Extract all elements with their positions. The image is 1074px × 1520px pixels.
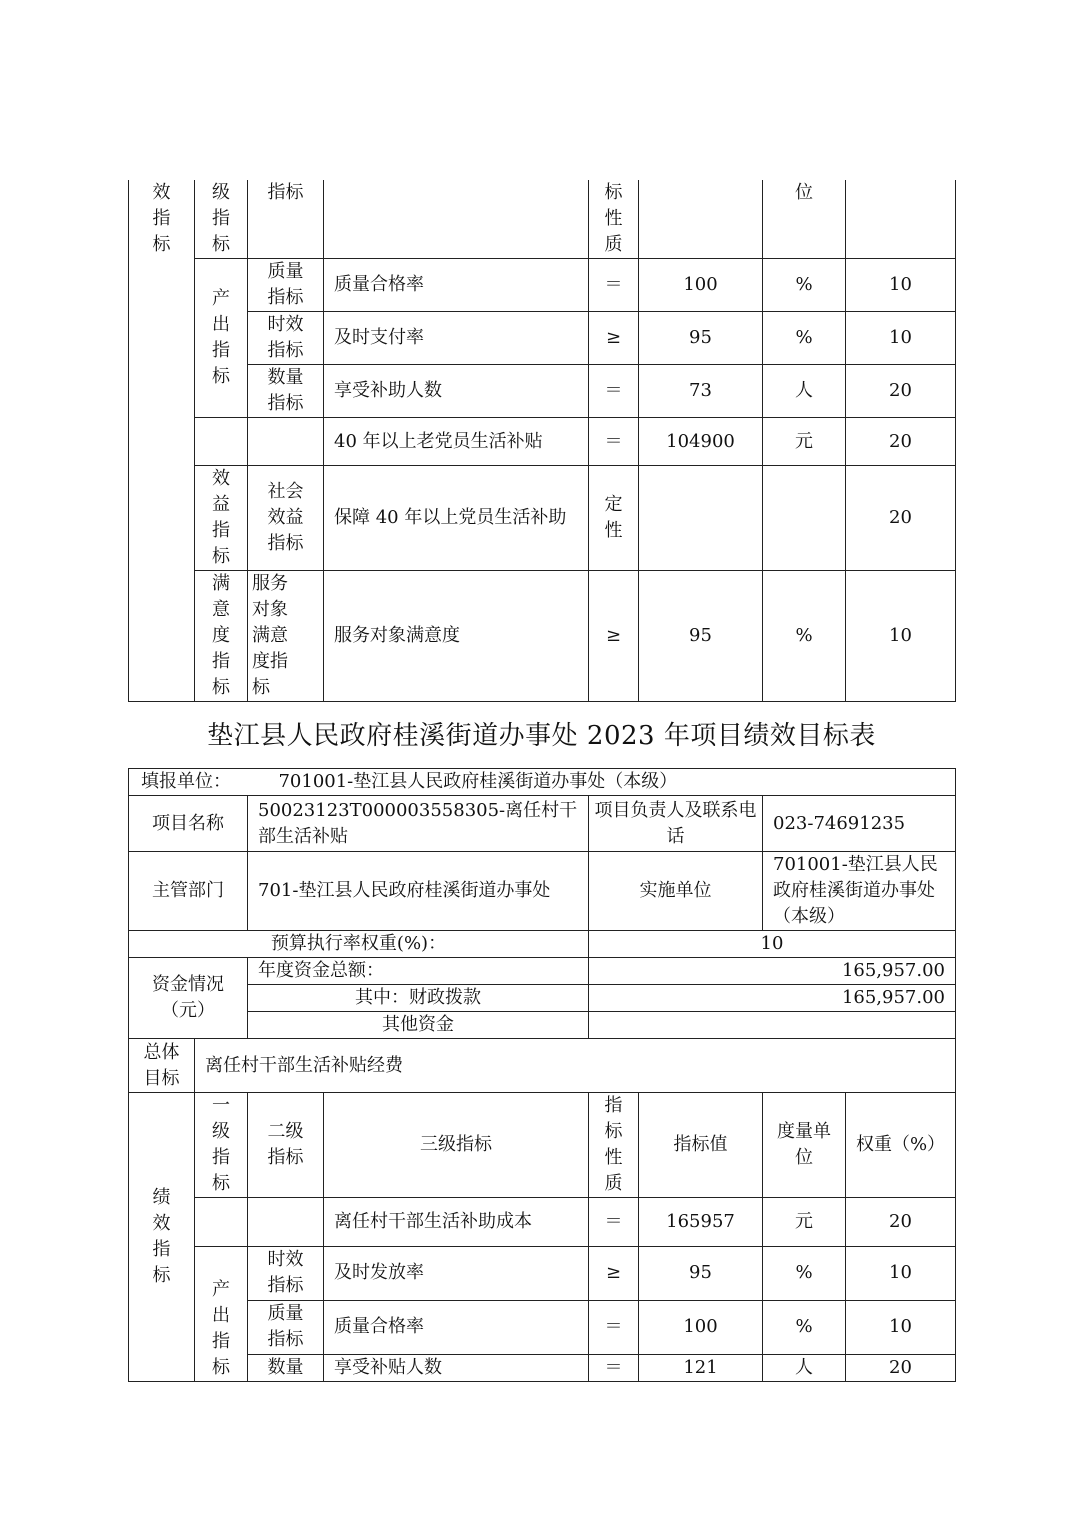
table-cell: 离任村干部生活补助成本 <box>324 1198 589 1247</box>
table-cell: ≥ <box>589 571 639 702</box>
level2-header: 指标 <box>248 180 324 259</box>
value-header: 指标值 <box>639 1093 763 1198</box>
budget-rate-value: 10 <box>589 931 956 958</box>
table-cell: 享受补助人数 <box>324 365 589 418</box>
table-cell: 质量合格率 <box>324 259 589 312</box>
table-cell: 服务对象满意度 <box>324 571 589 702</box>
table-cell: 20 <box>846 365 956 418</box>
table-cell: % <box>763 571 846 702</box>
table-cell: 及时发放率 <box>324 1247 589 1301</box>
funds-label: 资金情况 （元） <box>129 958 248 1039</box>
nature-header: 指 标 性 质 <box>589 1093 639 1198</box>
table-cell: 20 <box>846 418 956 466</box>
table-cell: 服务 对象 满意 度指 标 <box>248 571 324 702</box>
table-cell: 元 <box>763 1198 846 1247</box>
level1-header: 一 级 指 标 <box>195 1093 248 1198</box>
project-name-label: 项目名称 <box>129 796 248 852</box>
table-cell: 10 <box>846 1300 956 1354</box>
table-cell: 质量 指标 <box>248 1300 324 1354</box>
benefit-group-label: 效 益 指 标 <box>195 466 248 571</box>
table-cell: 及时支付率 <box>324 312 589 365</box>
table-cell: ≥ <box>589 312 639 365</box>
level2-header: 二级 指标 <box>248 1093 324 1198</box>
perf-indicator-label: 绩 效 指 标 <box>129 1093 195 1382</box>
table-cell: % <box>763 1300 846 1354</box>
weight-header <box>846 180 956 259</box>
table-cell: 保障 40 年以上党员生活补助 <box>324 466 589 571</box>
table-cell: ＝ <box>589 418 639 466</box>
table-cell: 100 <box>639 259 763 312</box>
table-cell: 104900 <box>639 418 763 466</box>
dept-label: 主管部门 <box>129 852 248 931</box>
table-cell: 定 性 <box>589 466 639 571</box>
impl-label: 实施单位 <box>589 852 763 931</box>
table-cell: 40 年以上老党员生活补贴 <box>324 418 589 466</box>
table-cell: 10 <box>846 312 956 365</box>
table-cell: 数量 <box>248 1354 324 1381</box>
table-cell <box>248 418 324 466</box>
funds-total-label: 年度资金总额： <box>248 958 589 985</box>
table-cell: 社会 效益 指标 <box>248 466 324 571</box>
output-group-label: 产 出 指 标 <box>195 1247 248 1382</box>
contact-label: 项目负责人及联系电话 <box>589 796 763 852</box>
table-cell: % <box>763 312 846 365</box>
funds-total-value: 165,957.00 <box>589 958 956 985</box>
table-cell: 100 <box>639 1300 763 1354</box>
table-cell: 质量 指标 <box>248 259 324 312</box>
table-cell: 20 <box>846 466 956 571</box>
table-cell <box>248 1198 324 1247</box>
funds-other-value <box>589 1012 956 1039</box>
project-performance-table <box>128 768 956 1382</box>
satisfaction-group-label: 满 意 度 指 标 <box>195 571 248 702</box>
table-cell: ＝ <box>589 1354 639 1381</box>
project-name-value: 50023123T000003558305-离任村干部生活补贴 <box>248 796 589 852</box>
level3-header <box>324 180 589 259</box>
table-cell: 95 <box>639 1247 763 1301</box>
table-cell: 质量合格率 <box>324 1300 589 1354</box>
unit-header: 度量单 位 <box>763 1093 846 1198</box>
performance-table-continued <box>128 180 956 702</box>
table-cell: 人 <box>763 1354 846 1381</box>
nature-header: 标 性 质 <box>589 180 639 259</box>
table-cell: 10 <box>846 259 956 312</box>
weight-header: 权重（%） <box>846 1093 956 1198</box>
level3-header: 三级指标 <box>324 1093 589 1198</box>
table-cell: 95 <box>639 571 763 702</box>
table-cell: ＝ <box>589 365 639 418</box>
table-cell: % <box>763 259 846 312</box>
table-cell: ＝ <box>589 1300 639 1354</box>
value-header <box>639 180 763 259</box>
page-title: 垫江县人民政府桂溪街道办事处 2023 年项目绩效目标表 <box>207 721 876 751</box>
table-cell <box>639 466 763 571</box>
table-cell: 121 <box>639 1354 763 1381</box>
table-cell: 数量 指标 <box>248 365 324 418</box>
table-cell: 时效 指标 <box>248 312 324 365</box>
table-cell <box>195 1198 248 1247</box>
table-cell: 95 <box>639 312 763 365</box>
funds-fiscal-value: 165,957.00 <box>589 985 956 1012</box>
table-cell: 时效 指标 <box>248 1247 324 1301</box>
table-cell: 10 <box>846 1247 956 1301</box>
funds-fiscal-label: 其中：财政拨款 <box>248 985 589 1012</box>
table-cell <box>195 418 248 466</box>
unit-header: 位 <box>763 180 846 259</box>
filler-value: 701001-垫江县人民政府桂溪街道办事处（本级） <box>278 771 678 792</box>
table-cell: ≥ <box>589 1247 639 1301</box>
budget-rate-label: 预算执行率权重(%)： <box>129 931 589 958</box>
output-group-label: 产 出 指 标 <box>195 259 248 418</box>
contact-value: 023-74691235 <box>763 796 956 852</box>
impl-value: 701001-垫江县人民政府桂溪街道办事处（本级） <box>763 852 956 931</box>
table-cell: % <box>763 1247 846 1301</box>
goal-value: 离任村干部生活补贴经费 <box>195 1039 956 1093</box>
table-cell <box>763 466 846 571</box>
table-cell: 10 <box>846 571 956 702</box>
table-cell: 人 <box>763 365 846 418</box>
table-cell: ＝ <box>589 1198 639 1247</box>
table-cell: ＝ <box>589 259 639 312</box>
dept-value: 701-垫江县人民政府桂溪街道办事处 <box>248 852 589 931</box>
filler-row <box>129 769 956 796</box>
level1-header: 级 指 标 <box>195 180 248 259</box>
table-cell: 165957 <box>639 1198 763 1247</box>
table-cell: 享受补贴人数 <box>324 1354 589 1381</box>
filler-label: 填报单位： <box>141 771 231 792</box>
perf-indicator-label: 效 指 标 <box>129 180 195 702</box>
table-cell: 20 <box>846 1354 956 1381</box>
table-cell: 73 <box>639 365 763 418</box>
goal-label: 总体 目标 <box>129 1039 195 1093</box>
table-cell: 20 <box>846 1198 956 1247</box>
funds-other-label: 其他资金 <box>248 1012 589 1039</box>
table-cell: 元 <box>763 418 846 466</box>
